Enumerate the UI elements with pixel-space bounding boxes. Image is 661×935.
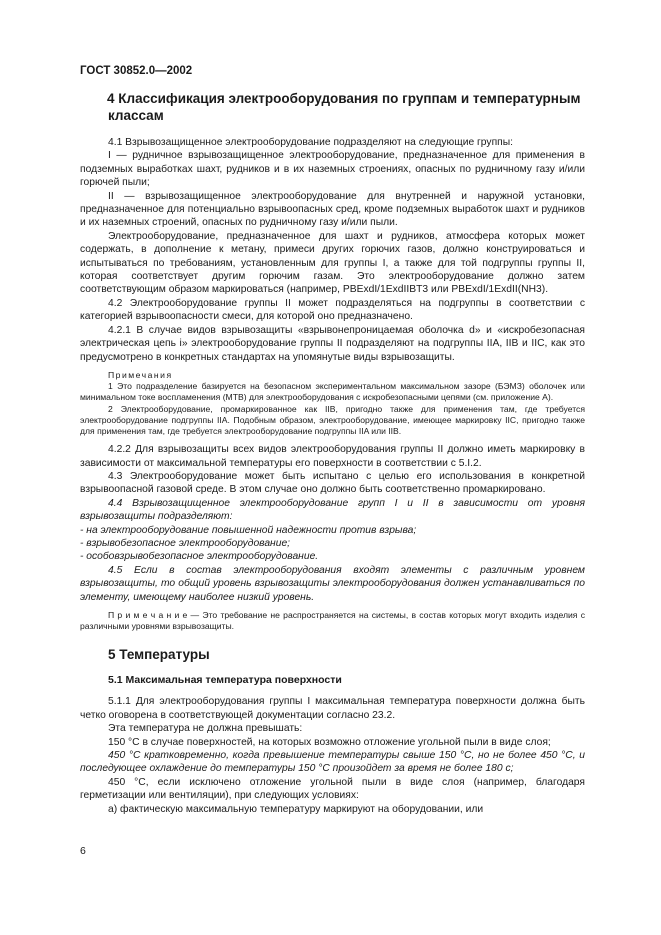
subsection-5-1-title: 5.1 Максимальная температура поверхности (108, 674, 342, 687)
list-item-2: - взрывобезопасное электрооборудование; (80, 537, 291, 549)
section-4-title: 4 Классификация электрооборудования по группам и температурным классам (107, 91, 581, 123)
paragraph-450c-short: 450 °С кратковременно, когда превышение температуры свыше 150 °С, но не более 450 °С, и последующее охлаждение до температуры 150 °С произойдет за время не более 180 с; (80, 750, 585, 775)
paragraph-condition-a: а) фактическую максимальную температуру маркируют на оборудовании, или (108, 803, 484, 815)
note-3: П р и м е ч а н и е — Это требование не распространяется на системы, в состав которых могут входить изделия с различными уровнями взрывозащиты. (80, 610, 585, 632)
page-number: 6 (80, 845, 86, 857)
paragraph-4-3: 4.3 Электрооборудование может быть испытано с целью его использования в конкретной взрывоопасной газовой среде. В этом случае оно должно быть соответственно промаркировано. (80, 470, 585, 496)
paragraph-group-I: I — рудничное взрывозащищенное электрооборудование, предназначенное для применения в подземных выработках шахт, рудников и в их наземных строениях, опасных по рудничному газу и/или горючей пыли; (80, 150, 585, 189)
paragraph-4-1: 4.1 Взрывозащищенное электрооборудование подразделяют на следующие группы: (108, 137, 513, 148)
paragraph-150c: 150 °С в случае поверхностей, на которых возможно отложение угольной пыли в виде слоя; (108, 736, 551, 748)
notes-title: Примечания (108, 369, 173, 380)
paragraph-group-II: II — взрывозащищенное электрооборудование для внутренней и наружной установки, предназначенное для потенциально взрывоопасных сред, кроме подземных выработок шахт и рудников и их наземных строений, опасных по рудничному газу и/или пыли. (80, 190, 585, 229)
section-5-title: 5 Температуры (108, 647, 210, 663)
list-item-3: - особовзрывобезопасное электрооборудование. (80, 551, 319, 563)
paragraph-4-5: 4.5 Если в состав электрооборудования входят элементы с различным уровнем взрывозащиты, то общий уровень взрывозащиты электрооборудования должен устанавливаться по элементу, имеющему наиболее низкий уровень. (80, 564, 585, 603)
paragraph-450c: 450 °С, если исключено отложение угольной пыли в виде слоя (например, благодаря герметизации или вентиляции), при следующих условиях: (80, 776, 585, 802)
paragraph-4-2-2: 4.2.2 Для взрывозащиты всех видов электрооборудования группы II должно иметь маркировку в зависимости от максимальной температуры его поверхности в соответствии с 5.I.2. (80, 444, 585, 469)
paragraph-5-1-1: 5.1.1 Для электрооборудования группы I максимальная температура поверхности должна быть четко оговорена в соответствующей документации согласно 23.2. (80, 696, 585, 721)
list-item-1: - на электрооборудование повышенной надежности против взрыва; (80, 524, 417, 536)
note-1: 1 Это подразделение базируется на безопасном экспериментальном максимальном зазоре (БЭМЗ) оболочек или минимальном токе воспламенения (МТВ) для электрооборудования с искробезопасными цепями (см. приложение А). (80, 381, 585, 403)
paragraph-4-2-1: 4.2.1 В случае видов взрывозащиты «взрывонепроницаемая оболочка d» и «искробезопасная электрическая цепь i» электрооборудование группы II подразделяют на подгруппы IIA, IIB и IIC, как это предусмотрено в конкретных стандартах на упомянутые виды взрывозащиты. (80, 324, 585, 363)
note-2: 2 Электрооборудование, промаркированное как IIB, пригодно также для применения там, где требуется электрооборудование подгруппы IIA. Подобным образом, электрооборудование, имеющее маркировку IIC, пригодно также для применения там, где требуется электрооборудование подгруппы IIA или IIB. (80, 403, 585, 436)
paragraph-4-2: 4.2 Электрооборудование группы II может подразделяться на подгруппы в соответствии с категорией взрывоопасности смеси, для которой оно предназначено. (80, 297, 585, 323)
paragraph-4-4: 4.4 Взрывозащищенное электрооборудование групп I и II в зависимости от уровня взрывозащиты подразделяют: (80, 497, 585, 523)
standard-header: ГОСТ 30852.0—2002 (80, 65, 193, 77)
paragraph-temp-limit: Эта температура не должна превышать: (108, 723, 303, 735)
page-content (80, 90, 585, 816)
paragraph-mines-equipment: Электрооборудование, предназначенное для шахт и рудников, атмосфера которых может содержать, в дополнение к метану, примеси других горючих газов, должно конструироваться и испытываться по требованиям, установленным для группы I, а также для той подгруппы группы II, которая соответствует другим горючим газам. Это электрооборудование должно затем соответствующим образом маркироваться (например, PBExdI/1ExdIIBT3 или PBExdI/1ExdII(NH3). (80, 230, 585, 296)
